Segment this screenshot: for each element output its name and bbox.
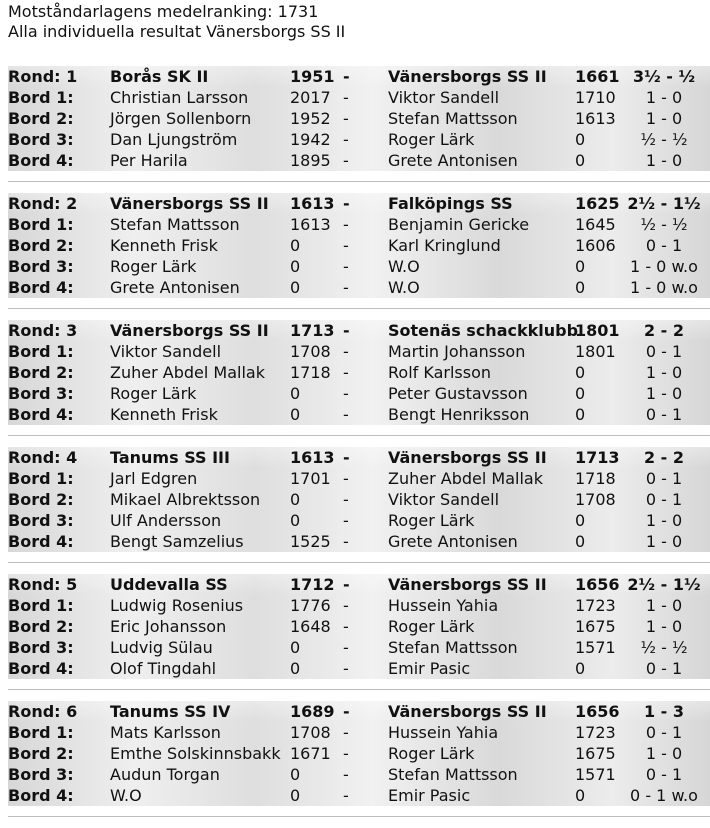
board-row [8, 637, 710, 658]
board-away-rating: 0 [575, 130, 586, 149]
round-away-rating: 1713 [575, 448, 620, 467]
round-block [8, 574, 710, 679]
board-row [8, 108, 710, 129]
board-separator: - [343, 723, 349, 742]
board-home-rating: 2017 [290, 88, 331, 107]
board-separator: - [343, 511, 349, 530]
board-away-team: Stefan Mattsson [388, 765, 518, 784]
round-result: 2½ - 1½ [627, 575, 701, 594]
board-away-rating: 1708 [575, 490, 616, 509]
board-separator: - [343, 363, 349, 382]
board-label: Bord 1: [8, 215, 74, 234]
round-home-team: Tanums SS III [110, 448, 230, 467]
board-home-team: Emthe Solskinnsbakk [110, 744, 281, 763]
rounds-list [8, 66, 710, 828]
round-away-rating: 1801 [575, 321, 620, 340]
round-label: Rond: 5 [8, 575, 78, 594]
round-header-row [8, 447, 710, 468]
board-home-rating: 0 [290, 236, 301, 255]
board-away-team: Bengt Henriksson [388, 405, 530, 424]
board-home-team: Jörgen Sollenborn [110, 109, 252, 128]
board-result: 0 - 1 w.o [630, 786, 698, 805]
round-separator: - [343, 67, 350, 86]
board-home-rating: 0 [290, 405, 301, 424]
board-separator: - [343, 130, 349, 149]
board-separator: - [343, 744, 349, 763]
board-away-rating: 0 [575, 151, 586, 170]
board-home-rating: 0 [290, 786, 301, 805]
board-label: Bord 3: [8, 638, 74, 657]
round-home-rating: 1613 [290, 448, 335, 467]
board-home-team: Ulf Andersson [110, 511, 222, 530]
board-label: Bord 4: [8, 786, 74, 805]
board-home-team: Stefan Mattsson [110, 215, 240, 234]
round-separator: - [343, 448, 350, 467]
board-away-team: Roger Lärk [388, 511, 475, 530]
board-separator: - [343, 109, 349, 128]
board-away-team: Hussein Yahia [388, 723, 499, 742]
board-label: Bord 2: [8, 363, 74, 382]
board-result: 1 - 0 [645, 151, 683, 170]
board-away-rating: 0 [575, 384, 586, 403]
board-separator: - [343, 490, 349, 509]
round-block [8, 447, 710, 552]
board-home-rating: 1701 [290, 469, 331, 488]
round-label: Rond: 2 [8, 194, 78, 213]
board-row [8, 743, 710, 764]
round-home-team: Uddevalla SS [110, 575, 228, 594]
board-separator: - [343, 405, 349, 424]
board-label: Bord 3: [8, 384, 74, 403]
round-label: Rond: 6 [8, 702, 78, 721]
round-separator: - [343, 194, 350, 213]
board-row [8, 256, 710, 277]
board-home-rating: 0 [290, 278, 301, 297]
round-label: Rond: 4 [8, 448, 78, 467]
board-row [8, 722, 710, 743]
board-label: Bord 3: [8, 257, 74, 276]
board-away-team: Emir Pasic [388, 659, 471, 678]
round-block [8, 193, 710, 298]
board-row [8, 616, 710, 637]
round-away-team: Vänersborgs SS II [388, 67, 547, 86]
board-label: Bord 3: [8, 765, 74, 784]
round-block [8, 701, 710, 806]
board-row [8, 510, 710, 531]
round-away-team: Vänersborgs SS II [388, 575, 547, 594]
board-away-team: Viktor Sandell [388, 88, 500, 107]
board-away-rating: 0 [575, 659, 586, 678]
board-label: Bord 2: [8, 490, 74, 509]
board-label: Bord 2: [8, 617, 74, 636]
board-home-rating: 1942 [290, 130, 331, 149]
board-result: 0 - 1 [645, 405, 683, 424]
round-label: Rond: 3 [8, 321, 78, 340]
round-label: Rond: 1 [8, 67, 78, 86]
board-row [8, 489, 710, 510]
board-label: Bord 1: [8, 342, 74, 361]
round-header-row [8, 701, 710, 722]
board-label: Bord 2: [8, 744, 74, 763]
board-separator: - [343, 257, 349, 276]
board-home-team: Audun Torgan [110, 765, 220, 784]
round-home-rating: 1713 [290, 321, 335, 340]
round-away-rating: 1656 [575, 702, 620, 721]
board-home-team: Kenneth Frisk [110, 236, 218, 255]
board-away-rating: 1675 [575, 744, 616, 763]
board-away-team: W.O [388, 257, 420, 276]
board-row [8, 341, 710, 362]
board-row [8, 214, 710, 235]
board-row [8, 383, 710, 404]
round-header-row [8, 193, 710, 214]
board-home-rating: 1708 [290, 723, 331, 742]
round-separator: - [343, 321, 350, 340]
board-home-rating: 1952 [290, 109, 331, 128]
board-separator: - [343, 469, 349, 488]
board-result: 1 - 0 w.o [630, 257, 698, 276]
board-separator: - [343, 659, 349, 678]
board-home-team: Eric Johansson [110, 617, 227, 636]
board-away-team: Zuher Abdel Mallak [388, 469, 543, 488]
board-result: ½ - ½ [640, 215, 688, 234]
board-row [8, 129, 710, 150]
board-home-team: Olof Tingdahl [110, 659, 217, 678]
board-result: 0 - 1 [645, 342, 683, 361]
board-result: 0 - 1 [645, 659, 683, 678]
board-home-rating: 1613 [290, 215, 331, 234]
round-header-row [8, 320, 710, 341]
board-row [8, 468, 710, 489]
board-row [8, 235, 710, 256]
board-away-rating: 1675 [575, 617, 616, 636]
board-label: Bord 3: [8, 130, 74, 149]
round-result: 1 - 3 [643, 702, 685, 721]
board-away-team: Martin Johansson [388, 342, 526, 361]
board-away-team: Roger Lärk [388, 617, 475, 636]
board-home-team: Zuher Abdel Mallak [110, 363, 265, 382]
board-label: Bord 4: [8, 659, 74, 678]
round-result: 2½ - 1½ [627, 194, 701, 213]
board-home-team: Kenneth Frisk [110, 405, 218, 424]
board-away-rating: 1723 [575, 723, 616, 742]
board-separator: - [343, 278, 349, 297]
board-separator: - [343, 786, 349, 805]
board-separator: - [343, 617, 349, 636]
board-home-rating: 0 [290, 257, 301, 276]
board-separator: - [343, 638, 349, 657]
board-home-team: Jarl Edgren [110, 469, 198, 488]
round-result: 2 - 2 [643, 321, 685, 340]
round-home-team: Tanums SS IV [110, 702, 231, 721]
board-home-team: Dan Ljungström [110, 130, 238, 149]
page-header [0, 0, 710, 42]
board-label: Bord 4: [8, 151, 74, 170]
board-result: 0 - 1 [645, 765, 683, 784]
board-away-rating: 1718 [575, 469, 616, 488]
board-home-team: W.O [110, 786, 142, 805]
board-away-rating: 1723 [575, 596, 616, 615]
board-home-rating: 1525 [290, 532, 331, 551]
board-home-rating: 0 [290, 638, 301, 657]
board-result: 0 - 1 [645, 490, 683, 509]
board-home-team: Grete Antonisen [110, 278, 240, 297]
board-label: Bord 4: [8, 532, 74, 551]
all-results-title: Alla individuella resultat Vänersborgs SS II [8, 22, 346, 41]
board-away-team: W.O [388, 278, 420, 297]
board-away-rating: 0 [575, 363, 586, 382]
board-away-rating: 0 [575, 511, 586, 530]
board-away-rating: 1801 [575, 342, 616, 361]
board-home-rating: 0 [290, 384, 301, 403]
board-separator: - [343, 342, 349, 361]
board-row [8, 404, 710, 425]
board-away-rating: 0 [575, 532, 586, 551]
round-separator: - [343, 702, 350, 721]
board-home-rating: 1718 [290, 363, 331, 382]
board-away-team: Grete Antonisen [388, 532, 518, 551]
board-row [8, 764, 710, 785]
round-result: 2 - 2 [643, 448, 685, 467]
round-away-rating: 1661 [575, 67, 620, 86]
board-home-rating: 1648 [290, 617, 331, 636]
board-home-rating: 1671 [290, 744, 331, 763]
board-home-team: Bengt Samzelius [110, 532, 244, 551]
board-home-team: Ludwig Rosenius [110, 596, 244, 615]
board-away-team: Rolf Karlsson [388, 363, 491, 382]
board-separator: - [343, 215, 349, 234]
round-home-rating: 1613 [290, 194, 335, 213]
board-home-rating: 0 [290, 659, 301, 678]
board-result: 1 - 0 [645, 617, 683, 636]
round-away-team: Sotenäs schackklubb [388, 321, 579, 340]
board-row [8, 277, 710, 298]
board-away-rating: 1613 [575, 109, 616, 128]
board-result: 1 - 0 [645, 88, 683, 107]
board-away-rating: 0 [575, 405, 586, 424]
round-home-team: Vänersborgs SS II [110, 194, 269, 213]
board-away-rating: 0 [575, 786, 586, 805]
board-away-team: Emir Pasic [388, 786, 471, 805]
board-away-team: Roger Lärk [388, 130, 475, 149]
board-label: Bord 4: [8, 278, 74, 297]
board-away-rating: 1571 [575, 765, 616, 784]
board-home-rating: 1708 [290, 342, 331, 361]
board-home-team: Viktor Sandell [110, 342, 222, 361]
board-away-rating: 0 [575, 257, 586, 276]
board-home-team: Per Harila [110, 151, 188, 170]
round-separator: - [343, 575, 350, 594]
board-label: Bord 1: [8, 596, 74, 615]
board-away-team: Grete Antonisen [388, 151, 518, 170]
round-away-rating: 1625 [575, 194, 620, 213]
board-separator: - [343, 151, 349, 170]
board-separator: - [343, 532, 349, 551]
round-away-rating: 1656 [575, 575, 620, 594]
board-away-team: Viktor Sandell [388, 490, 500, 509]
board-label: Bord 2: [8, 109, 74, 128]
board-away-team: Peter Gustavsson [388, 384, 528, 403]
board-home-team: Christian Larsson [110, 88, 249, 107]
board-result: 1 - 0 [645, 109, 683, 128]
board-result: ½ - ½ [640, 638, 688, 657]
round-block [8, 66, 710, 171]
board-home-team: Ludvig Sülau [110, 638, 213, 657]
board-away-team: Stefan Mattsson [388, 638, 518, 657]
round-block [8, 320, 710, 425]
board-separator: - [343, 765, 349, 784]
board-label: Bord 4: [8, 405, 74, 424]
board-home-rating: 1895 [290, 151, 331, 170]
board-away-team: Benjamin Gericke [388, 215, 530, 234]
round-away-team: Vänersborgs SS II [388, 702, 547, 721]
round-header-row [8, 574, 710, 595]
board-separator: - [343, 88, 349, 107]
board-separator: - [343, 384, 349, 403]
round-header-row [8, 66, 710, 87]
board-result: 0 - 1 [645, 236, 683, 255]
board-label: Bord 2: [8, 236, 74, 255]
board-row [8, 362, 710, 383]
board-result: 1 - 0 w.o [630, 278, 698, 297]
board-result: 1 - 0 [645, 532, 683, 551]
round-away-team: Vänersborgs SS II [388, 448, 547, 467]
board-home-team: Roger Lärk [110, 257, 197, 276]
board-home-rating: 0 [290, 511, 301, 530]
board-row [8, 150, 710, 171]
round-away-team: Falköpings SS [388, 194, 513, 213]
board-result: ½ - ½ [640, 130, 688, 149]
board-home-team: Mats Karlsson [110, 723, 221, 742]
round-home-team: Vänersborgs SS II [110, 321, 269, 340]
board-away-team: Stefan Mattsson [388, 109, 518, 128]
board-label: Bord 3: [8, 511, 74, 530]
board-away-rating: 1645 [575, 215, 616, 234]
board-result: 0 - 1 [645, 723, 683, 742]
board-away-team: Karl Kringlund [388, 236, 501, 255]
round-home-rating: 1689 [290, 702, 335, 721]
board-result: 1 - 0 [645, 363, 683, 382]
board-separator: - [343, 596, 349, 615]
average-ranking-text: Motståndarlagens medelranking: 1731 [8, 2, 319, 21]
board-result: 1 - 0 [645, 596, 683, 615]
board-label: Bord 1: [8, 723, 74, 742]
board-away-rating: 1710 [575, 88, 616, 107]
round-home-rating: 1951 [290, 67, 335, 86]
board-home-rating: 1776 [290, 596, 331, 615]
board-result: 1 - 0 [645, 744, 683, 763]
board-home-team: Roger Lärk [110, 384, 197, 403]
board-result: 0 - 1 [645, 469, 683, 488]
board-label: Bord 1: [8, 88, 74, 107]
round-result: 3½ - ½ [632, 67, 696, 86]
board-home-team: Mikael Albrektsson [110, 490, 261, 509]
round-home-rating: 1712 [290, 575, 335, 594]
board-away-rating: 1606 [575, 236, 616, 255]
board-row [8, 87, 710, 108]
board-away-team: Roger Lärk [388, 744, 475, 763]
board-separator: - [343, 236, 349, 255]
board-away-rating: 1571 [575, 638, 616, 657]
board-away-rating: 0 [575, 278, 586, 297]
board-away-team: Hussein Yahia [388, 596, 499, 615]
board-row [8, 531, 710, 552]
board-result: 1 - 0 [645, 511, 683, 530]
board-row [8, 658, 710, 679]
board-row [8, 785, 710, 806]
board-row [8, 595, 710, 616]
round-home-team: Borås SK II [110, 67, 209, 86]
board-home-rating: 0 [290, 490, 301, 509]
board-label: Bord 1: [8, 469, 74, 488]
board-result: 1 - 0 [645, 384, 683, 403]
board-home-rating: 0 [290, 765, 301, 784]
